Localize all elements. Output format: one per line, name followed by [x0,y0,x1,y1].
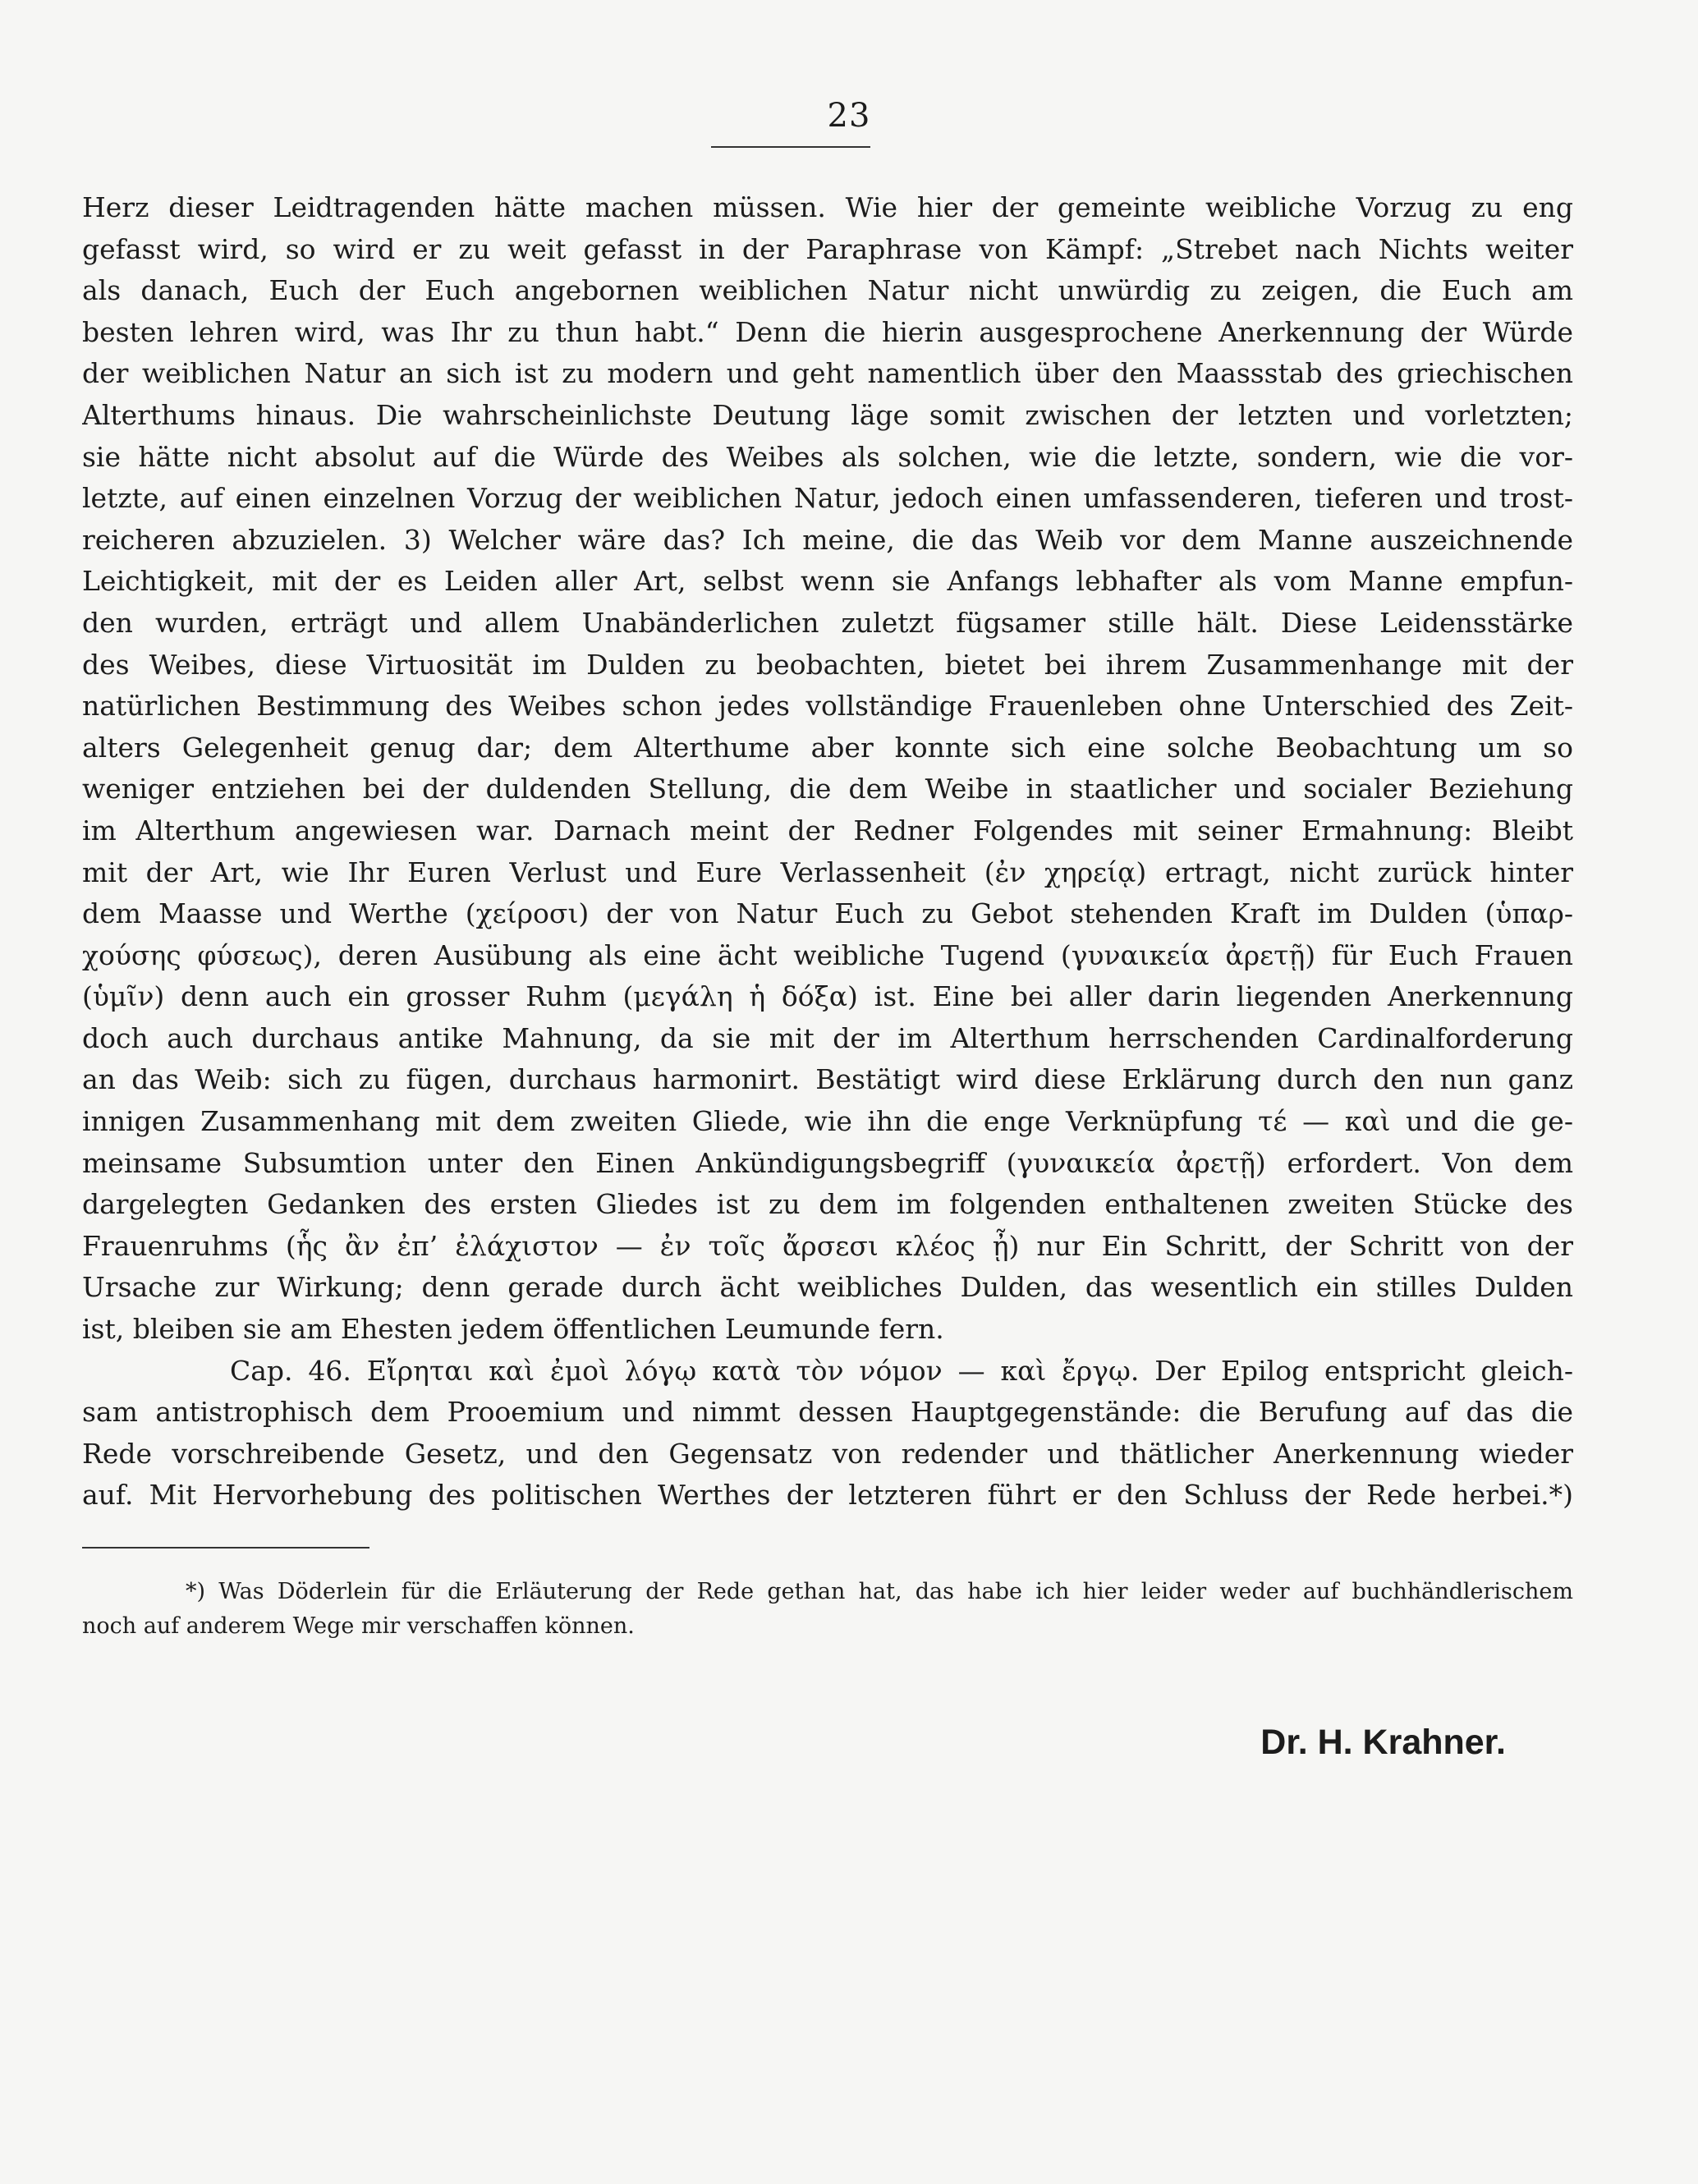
body-line: letzte, auf einen einzelnen Vorzug der weiblichen Natur, jedoch einen umfassenderen, tieferen und trost- [82,482,1573,515]
footnote [82,1575,1573,1644]
body-line: der weiblichen Natur an sich ist zu modern und geht namentlich über den Maassstab des griechischen [82,357,1573,390]
footnote-line: noch auf anderem Wege mir verschaffen können. [82,1613,635,1639]
page-number-rule [711,146,870,148]
body-line: Cap. 46. Εἴρηται καὶ ἐμοὶ λόγῳ κατὰ τὸν νόμον — καὶ ἔργῳ. Der Epilog entspricht gleich- [230,1354,1573,1387]
body-line: Ursache zur Wirkung; denn gerade durch ächt weibliches Dulden, das wesentlich ein stilles Dulden [82,1271,1573,1304]
body-line: besten lehren wird, was Ihr zu thun habt.“ Denn die hierin ausgesprochene Anerkennung der Würde [82,315,1573,348]
body-line: auf. Mit Hervorhebung des politischen Werthes der letzteren führt er den Schluss der Rede herbei.*) [82,1479,1573,1512]
body-line: den wurden, erträgt und allem Unabänderlichen zuletzt fügsamer stille hält. Diese Leidensstärke [82,606,1573,639]
body-line: Herz dieser Leidtragenden hätte machen müssen. Wie hier der gemeinte weibliche Vorzug zu eng [82,191,1573,223]
body-line: dem Maasse und Werthe (χείροσι) der von Natur Euch zu Gebot stehenden Kraft im Dulden (ὑπαρ- [82,897,1573,930]
body-line: doch auch durchaus antike Mahnung, da sie mit der im Alterthum herrschenden Cardinalforderung [82,1021,1573,1054]
body-line: an das Weib: sich zu fügen, durchaus harmonirt. Bestätigt wird diese Erklärung durch den nun ganz [82,1063,1573,1096]
body-line: im Alterthum angewiesen war. Darnach meint der Redner Folgendes mit seiner Ermahnung: Bleibt [82,814,1573,847]
body-line: Rede vorschreibende Gesetz, und den Gegensatz von redender und thätlicher Anerkennung wieder [82,1437,1573,1470]
body-line: Leichtigkeit, mit der es Leiden aller Art, selbst wenn sie Anfangs lebhafter als vom Manne empfun- [82,565,1573,598]
body-line: sam antistrophisch dem Prooemium und nimmt dessen Hauptgegenstände: die Berufung auf das die [82,1396,1573,1429]
body-line: meinsame Subsumtion unter den Einen Ankündigungsbegriff (γυναικεία ἀρετῇ) erfordert. Von dem [82,1146,1573,1179]
page-number: 23 [827,97,871,135]
footnote-rule [82,1547,369,1549]
body-line: χούσης φύσεως), deren Ausübung als eine ächt weibliche Tugend (γυναικεία ἀρετῇ) für Euch Frauen [82,938,1573,971]
body-line: Frauenruhms (ἧς ἂν ἐπ’ ἐλάχιστον — ἐν τοῖς ἄρσεσι κλέος ᾖ) nur Ein Schritt, der Schritt von der [82,1229,1573,1262]
body-line: Alterthums hinaus. Die wahrscheinlichste Deutung läge somit zwischen der letzten und vorletzten; [82,398,1573,431]
body-line: des Weibes, diese Virtuosität im Dulden zu beobachten, bietet bei ihrem Zusammenhange mit der [82,648,1573,681]
body-line: innigen Zusammenhang mit dem zweiten Gliede, wie ihn die enge Verknüpfung τέ — καὶ und die ge- [82,1105,1573,1138]
body-line: mit der Art, wie Ihr Euren Verlust und Eure Verlassenheit (ἐν χηρείᾳ) ertragt, nicht zurück hinter [82,856,1573,888]
body-line: alters Gelegenheit genug dar; dem Alterthume aber konnte sich eine solche Beobachtung um so [82,731,1573,764]
body-line: reicheren abzuzielen. 3) Welcher wäre das? Ich meine, die das Weib vor dem Manne auszeichnende [82,523,1573,556]
body-line: gefasst wird, so wird er zu weit gefasst in der Paraphrase von Kämpf: „Strebet nach Nichts weiter [82,232,1573,265]
body-line: dargelegten Gedanken des ersten Gliedes ist zu dem im folgenden enthaltenen zweiten Stücke des [82,1188,1573,1221]
body-line: als danach, Euch der Euch angebornen weiblichen Natur nicht unwürdig zu zeigen, die Euch am [82,274,1573,307]
body-line: sie hätte nicht absolut auf die Würde des Weibes als solchen, wie die letzte, sondern, wie die vor- [82,440,1573,473]
body-line: natürlichen Bestimmung des Weibes schon jedes vollständige Frauenleben ohne Unterschied des Zeit- [82,690,1573,723]
body-text [82,187,1573,1516]
body-line: ist, bleiben sie am Ehesten jedem öffentlichen Leumunde fern. [82,1313,944,1346]
body-line: weniger entziehen bei der duldenden Stellung, die dem Weibe in staatlicher und socialer Beziehung [82,773,1573,805]
author-signature: Dr. H. Krahner. [1260,1723,1506,1762]
body-line: (ὑμῖν) denn auch ein grosser Ruhm (μεγάλη ἡ δόξα) ist. Eine bei aller darin liegenden Anerkennung [82,980,1573,1013]
footnote-line: *) Was Döderlein für die Erläuterung der Rede gethan hat, das habe ich hier leider weder auf buchhändlerischem [186,1579,1573,1604]
